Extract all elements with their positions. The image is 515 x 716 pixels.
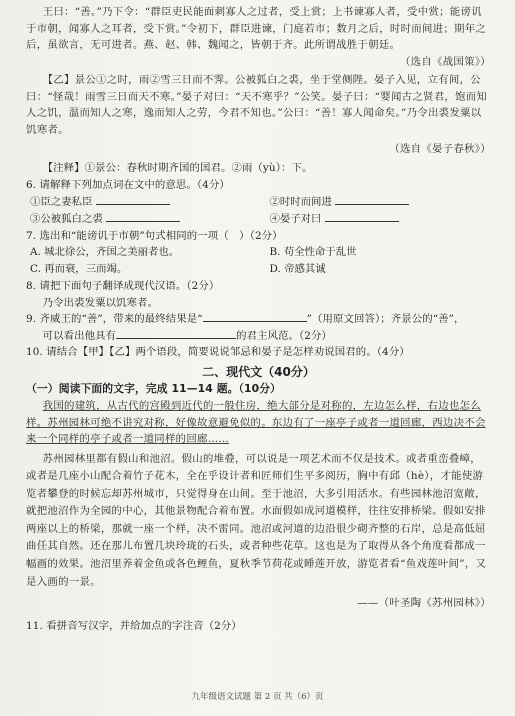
modern-paragraph-2: 苏州园林里都有假山和池沼。假山的堆叠，可以说是一项艺术而不仅是技术。或者重峦叠嶂，或者是几座小山配合着竹子花木，全在乎设计者和匠师们生平多阅历，胸中有邱（hè），才能使游览者攀登的时候忘却苏州城市，只觉得身在山间。至于池沼，大多引用活水。有些园林池沼宽敞，就把池沼作为全园的中心，其他景物配合着布置。水面假如成河道模样，往往安排桥梁。假如安排两座以上的桥梁，那就一座一个样，决不雷同。池沼或河道的边沿很少砌齐整的石岸，总是高低屈曲任其自然。还在那儿布置几块玲珑的石头，或者种些花草。这也是为了取得从各个角度看都成一幅画的效果。池沼里养着金鱼或各色鲤鱼，夏秋季节荷花或睡莲开放，游览者看“鱼戏莲叶间”，又是入画的一景。 xyxy=(26,452,487,588)
q6-answer-1[interactable] xyxy=(96,194,170,205)
q8-sentence: 乃令出裘发粟以饥寒者。 xyxy=(42,296,159,309)
q6-answer-3[interactable] xyxy=(106,211,180,222)
question-10: 10. 请结合【甲】【乙】两个语段，简要说说邹忌和晏子是怎样劝说国君的。（4分） xyxy=(26,346,410,358)
q7-row-2 xyxy=(26,261,491,278)
q6-answer-2[interactable] xyxy=(335,194,409,205)
classical-paragraph-2: 【乙】景公①之时，雨②雪三日而不霁。公被狐白之裘，坐于堂侧陛。晏子入见，立有间，公曰：“怪哉！雨雪三日而天不寒。”晏子对曰：“天不寒乎？”公笑。晏子曰：“婴闻古之贤君，饱而知人之饥，温而知人之寒，逸而知人之劳，今君不知也。”公曰：“善！寡人闻命矣。”乃令出裘发粟以饥寒者。 xyxy=(26,74,488,136)
q9-answer-2[interactable] xyxy=(116,328,236,339)
annotation: 【注释】①景公：春秋时期齐国的国君。②雨（yù）：下。 xyxy=(42,161,313,174)
q7-option-b[interactable]: B. 苟全性命于乱世 xyxy=(269,246,357,258)
source-zhanguoce: （选自《战国策》） xyxy=(399,55,491,68)
page-footer: 九年级语文试题 第 2 页 共（6）页 xyxy=(191,692,324,702)
q9-text-a: 9. 齐威王的“善”，带来的最终结果是“ xyxy=(26,313,203,325)
question-9-cont xyxy=(26,328,491,345)
q7-option-d[interactable]: D. 帝感其诚 xyxy=(269,263,326,275)
source-yanzichunqiu: （选自《晏子春秋》） xyxy=(389,143,491,155)
q7-option-c[interactable]: C. 再而衰，三而竭。 xyxy=(30,263,128,275)
question-9 xyxy=(26,311,491,328)
q6-row-2 xyxy=(26,211,491,228)
q9-text-d: 的君主风范。（2分） xyxy=(236,329,332,342)
q9-text-c: 可以看出他具有 xyxy=(42,329,117,342)
q7-row-1 xyxy=(26,244,491,261)
q6-item-2: ②时时而间进 xyxy=(269,195,332,208)
modern-paragraph-1: 我国的建筑，从古代的宫殿到近代的一般住房，绝大部分是对称的，左边怎么样，右边也怎么样。苏州园林可绝不讲究对称，好像故意避免似的。东边有了一座亭子或者一道回廊，西边决不会来一个同样的亭子或者一道同样的回廊…… xyxy=(26,400,486,445)
q7-option-a[interactable]: A. 城北徐公，齐国之美丽者也。 xyxy=(30,246,180,258)
modern-source: ——（叶圣陶《苏州园林》） xyxy=(357,597,491,610)
q6-answer-4[interactable] xyxy=(325,211,399,222)
q6-item-4: ④晏子对曰 xyxy=(269,212,322,225)
q6-row-1 xyxy=(26,194,491,211)
q9-answer-1[interactable] xyxy=(203,311,307,322)
question-11: 11. 看拼音写汉字，并给加点的字注音（2分） xyxy=(26,619,242,632)
question-7: 7. 选出和“能谤讥于市朝”句式相同的一项（ ）（2分） xyxy=(26,229,283,242)
question-8: 8. 请把下面句子翻译成现代汉语。（2分） xyxy=(26,280,220,292)
q6-item-3: ③公被狐白之裘 xyxy=(30,212,103,225)
q6-item-1: ①臣之妻私臣 xyxy=(30,195,93,208)
reading-instruction: （一）阅读下面的文字，完成 11—14 题。（10分） xyxy=(26,381,282,395)
section-title-modern: 二、现代文（40分） xyxy=(202,364,315,379)
q9-text-b: ”（用原文回答）；齐景公的“善”， xyxy=(306,313,465,325)
classical-paragraph-1: 王曰：“善。”乃下令：“群臣吏民能面刺寡人之过者，受上赏；上书谏寡人者，受中赏；能谤讥于市朝，闻寡人之耳者，受下赏。”令初下，群臣进谏，门庭若市；数月之后，时时而间进；期年之后，虽欲言，无可进者。燕、赵、韩、魏闻之，皆朝于齐。此所谓战胜于朝廷。 xyxy=(26,6,487,51)
question-6: 6. 请解释下列加点词在文中的意思。（4分） xyxy=(26,179,230,191)
